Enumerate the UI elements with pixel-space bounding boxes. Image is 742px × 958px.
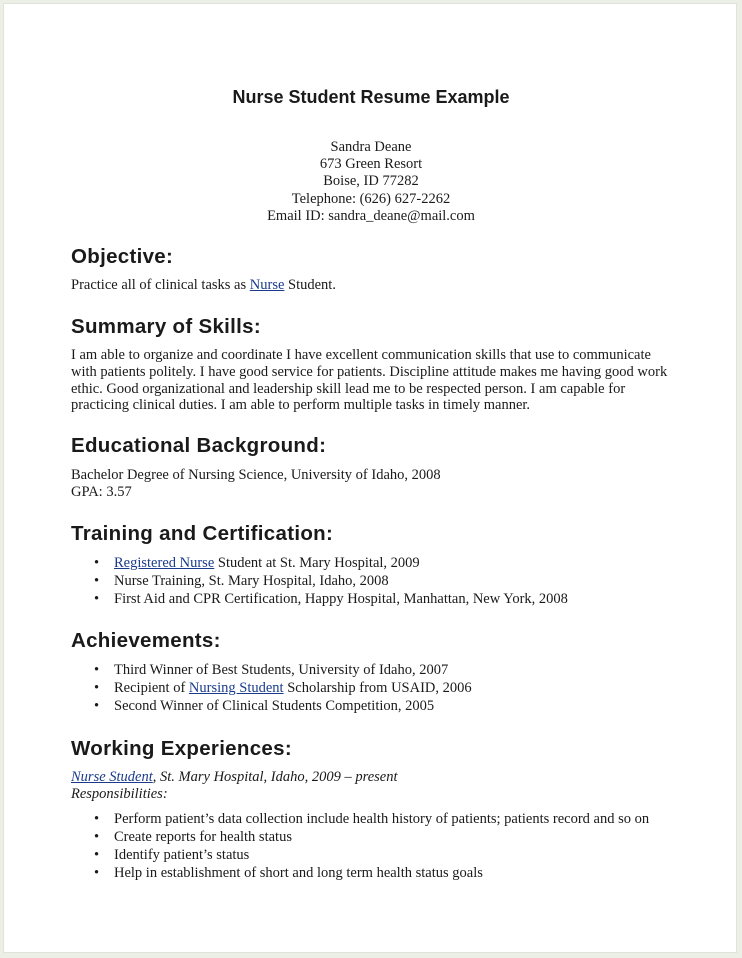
- list-item-text: Nurse Training, St. Mary Hospital, Idaho, 2008: [114, 573, 389, 589]
- list-item: [71, 661, 472, 679]
- registered-nurse-link[interactable]: Registered Nurse: [114, 555, 215, 571]
- skills-paragraph: [71, 347, 691, 414]
- training-list: [71, 554, 568, 608]
- list-item: [71, 810, 649, 828]
- education-heading: Educational Background:: [71, 434, 327, 457]
- responsibilities-list: [71, 810, 649, 882]
- bullet-icon: •: [94, 555, 100, 571]
- contact-name: Sandra Deane: [330, 139, 412, 155]
- list-item: [71, 590, 568, 608]
- list-item-text: Scholarship from USAID, 2006: [283, 680, 472, 696]
- list-item: [71, 554, 568, 572]
- contact-email: Email ID: sandra_deane@mail.com: [267, 207, 475, 224]
- list-item: [71, 679, 472, 697]
- list-item: [71, 864, 649, 882]
- education-block: [71, 467, 681, 501]
- contact-phone: Telephone: (626) 627-2262: [291, 190, 451, 207]
- bullet-icon: •: [94, 847, 100, 863]
- bullet-icon: •: [94, 680, 100, 696]
- skills-line: I am able to organize and coordinate I have excellent communication skills that use to communicate: [71, 347, 651, 363]
- list-item-text: Create reports for health status: [114, 829, 292, 845]
- responsibilities-label: Responsibilities:: [71, 786, 168, 802]
- training-heading: Training and Certification:: [71, 522, 334, 545]
- bullet-icon: •: [94, 591, 100, 607]
- bullet-icon: •: [94, 573, 100, 589]
- page-title: Nurse Student Resume Example: [232, 87, 510, 107]
- job-title-line: [71, 769, 398, 786]
- bullet-icon: •: [94, 811, 100, 827]
- work-heading: Working Experiences:: [71, 737, 292, 760]
- list-item: [71, 697, 472, 715]
- nursing-student-link[interactable]: Nursing Student: [188, 680, 284, 696]
- education-degree: Bachelor Degree of Nursing Science, University of Idaho, 2008: [71, 467, 441, 483]
- list-item-text: Help in establishment of short and long term health status goals: [114, 865, 483, 881]
- job-entry: [71, 769, 398, 803]
- job-details: , St. Mary Hospital, Idaho, 2009 – present: [152, 769, 398, 785]
- nurse-link[interactable]: Nurse: [249, 277, 285, 293]
- skills-line: practicing clinical duties. I am able to perform multiple tasks in timely manner.: [71, 397, 531, 414]
- list-item-text: Perform patient’s data collection include health history of patients; patients record and so on: [114, 811, 650, 827]
- skills-line: with patients politely. I have good service for patients. Discipline attitude makes me having good work: [71, 363, 668, 380]
- list-item-text: Recipient of: [114, 680, 189, 696]
- bullet-icon: •: [94, 829, 100, 845]
- bullet-icon: •: [94, 865, 100, 881]
- achievements-list: [71, 661, 472, 715]
- contact-address-line1: 673 Green Resort: [319, 156, 423, 173]
- bullet-icon: •: [94, 698, 100, 714]
- objective-text: [71, 277, 681, 294]
- objective-suffix: Student.: [284, 277, 336, 293]
- list-item: [71, 828, 649, 846]
- list-item-text: First Aid and CPR Certification, Happy Hospital, Manhattan, New York, 2008: [114, 591, 568, 607]
- list-item-text: Third Winner of Best Students, University of Idaho, 2007: [114, 662, 449, 678]
- achievements-heading: Achievements:: [71, 629, 221, 652]
- bullet-icon: •: [94, 662, 100, 678]
- list-item-text: Second Winner of Clinical Students Competition, 2005: [114, 698, 435, 714]
- education-gpa: GPA: 3.57: [71, 483, 132, 500]
- objective-prefix: Practice all of clinical tasks as: [71, 277, 250, 293]
- skills-heading: Summary of Skills:: [71, 315, 261, 338]
- list-item-text: Identify patient’s status: [114, 847, 250, 863]
- list-item: [71, 846, 649, 864]
- skills-line: ethic. Good organizational and leadership skill lead me to be respected person. I am capable for: [71, 380, 626, 397]
- list-item: [71, 572, 568, 590]
- nurse-student-link[interactable]: Nurse Student: [71, 769, 153, 785]
- objective-heading: Objective:: [71, 245, 174, 268]
- contact-block: [0, 139, 742, 225]
- contact-address-line2: Boise, ID 77282: [323, 173, 419, 190]
- list-item-text: Student at St. Mary Hospital, 2009: [214, 555, 420, 571]
